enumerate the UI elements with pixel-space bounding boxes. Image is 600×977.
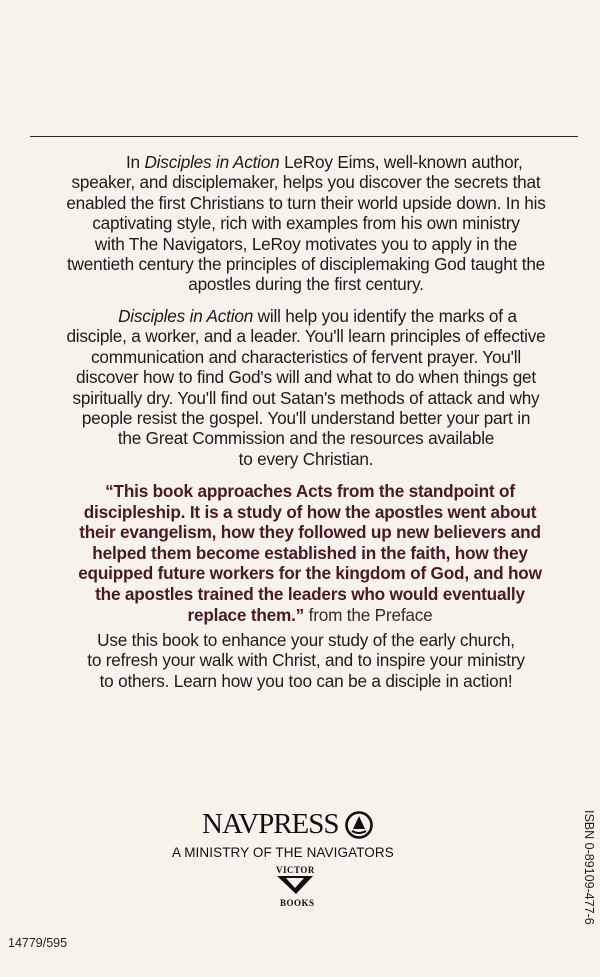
description-line-1: LeRoy Eims, well-known author, — [279, 152, 523, 172]
benefits-line-3: communication and characteristics of fervent prayer. You'll — [91, 346, 521, 367]
preface-quote — [30, 481, 590, 625]
closing-line-1: Use this book to enhance your study of the early church, — [97, 630, 515, 650]
benefits-line-7: the Great Commission and the resources available — [117, 428, 495, 449]
description-line-4: captivating style, rich with examples from his own ministry — [92, 213, 520, 234]
benefits-line-1: will help you identify the marks of a — [253, 306, 517, 326]
closing-line-2: to refresh your walk with Christ, and to inspire your ministry — [87, 650, 525, 671]
navpress-sailboat-icon — [344, 810, 374, 840]
publisher-block — [150, 808, 450, 918]
navpress-tagline: A MINISTRY OF THE NAVIGATORS — [172, 845, 394, 860]
catalog-number: 14779/595 — [8, 936, 68, 950]
quote-line-6: the apostles trained the leaders who would eventually — [95, 583, 525, 604]
victor-v-icon — [276, 875, 314, 895]
closing-paragraph — [30, 630, 582, 691]
isbn-number: ISBN 0-89109-477-6 — [582, 810, 596, 925]
description-line-5: with The Navigators, LeRoy motivates you to apply in the — [94, 233, 518, 254]
book-title-2: Disciples in Action — [118, 306, 254, 326]
top-divider — [30, 136, 578, 137]
quote-line-3: their evangelism, how they followed up new believers and — [79, 522, 541, 543]
quote-line-1: “This book approaches Acts from the standpoint of — [105, 481, 515, 501]
victor-label: VICTOR — [276, 865, 315, 875]
benefits-paragraph — [30, 306, 582, 469]
navpress-wordmark: NAVPRESS — [202, 808, 339, 840]
closing-line-3: to others. Learn how you too can be a disciple in action! — [99, 670, 513, 691]
description-line-7: apostles during the first century. — [188, 274, 424, 295]
description-prefix: In — [125, 152, 145, 172]
quote-attribution: from the Preface — [304, 604, 433, 625]
quote-line-2: discipleship. It is a study of how the apostles went about — [83, 501, 537, 522]
benefits-line-5: spiritually dry. You'll find out Satan's methods of attack and why — [72, 387, 540, 408]
benefits-line-4: discover how to find God's will and what to do when things get — [76, 367, 536, 388]
description-line-6: twentieth century the principles of disciplemaking God taught the — [66, 254, 546, 275]
quote-line-7: replace them.” — [187, 604, 305, 625]
benefits-line-6: people resist the gospel. You'll understand better your part in — [81, 408, 531, 429]
benefits-line-8: to every Christian. — [238, 448, 374, 469]
quote-line-5: equipped future workers for the kingdom of God, and how — [78, 563, 542, 584]
book-title: Disciples in Action — [144, 152, 280, 172]
quote-line-4: helped them become established in the faith, how they — [92, 542, 528, 563]
benefits-line-2: disciple, a worker, and a leader. You'll learn principles of effective — [66, 326, 546, 347]
books-label: BOOKS — [280, 898, 315, 908]
description-line-3: enabled the first Christians to turn their world upside down. In his — [66, 192, 546, 213]
description-line-2: speaker, and disciplemaker, helps you discover the secrets that — [71, 172, 541, 193]
description-paragraph — [30, 152, 582, 295]
